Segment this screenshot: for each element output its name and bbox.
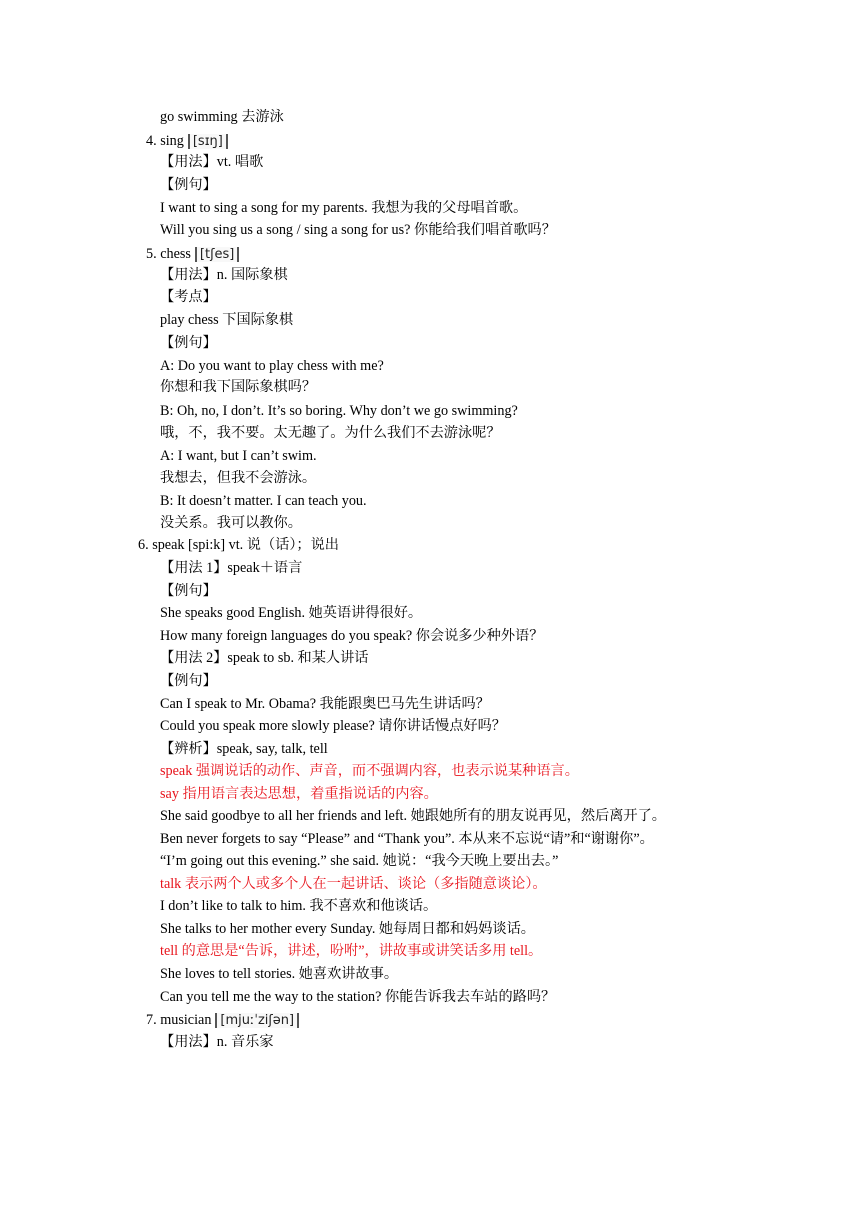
line-text: Will you sing us a song / sing a song for us? 你能给我们唱首歌吗？ (160, 222, 556, 238)
line-text: 哦，不，我不要。太无趣了。为什么我们不去游泳呢？ (160, 425, 501, 441)
example-sentence (160, 965, 398, 983)
note-speak (160, 762, 579, 780)
example-phrase (160, 108, 284, 126)
usage-label (160, 649, 368, 667)
line-text: tell 的意思是“告诉，讲述，吩咐”，讲故事或讲笑话多用 tell。 (160, 943, 543, 959)
distinction-label (160, 740, 328, 758)
line-text: B: It doesn’t matter. I can teach you. (160, 493, 367, 509)
line-text: 【用法】n. 音乐家 (160, 1034, 274, 1050)
line-text: A: I want, but I can’t swim. (160, 448, 317, 464)
line-text: 没关系。我可以教你。 (160, 515, 302, 531)
phonetic-box: [mjuːˈziʃən] (215, 1013, 299, 1028)
phonetic-box: [tʃes] (195, 247, 239, 262)
headword: 7. musician (146, 1012, 212, 1028)
line-text: play chess 下国际象棋 (160, 312, 294, 328)
line-text: say 指用语言表达思想，着重指说话的内容。 (160, 786, 438, 802)
usage-label (160, 559, 302, 577)
line-text: A: Do you want to play chess with me? (160, 358, 384, 374)
example-sentence (160, 221, 556, 239)
entry-heading-musician (146, 1011, 299, 1029)
line-text: 【例句】 (160, 335, 217, 351)
line-text: 【例句】 (160, 583, 217, 599)
key-point-label (160, 288, 217, 306)
example-sentence (160, 627, 543, 645)
line-text: I want to sing a song for my parents. 我想为我的父母唱首歌。 (160, 200, 528, 216)
line-text: 你想和我下国际象棋吗？ (160, 379, 317, 395)
example-label (160, 582, 217, 600)
dialogue-translation (160, 469, 316, 487)
dialogue-translation (160, 378, 316, 396)
line-text: Can you tell me the way to the station? 你能告诉我去车站的路吗？ (160, 989, 556, 1005)
line-text: 【用法 2】speak to sb. 和某人讲话 (160, 650, 369, 666)
entry-heading-speak (138, 536, 339, 554)
usage-label (160, 266, 288, 284)
line-text: She speaks good English. 她英语讲得很好。 (160, 605, 423, 621)
line-text: 我想去，但我不会游泳。 (160, 470, 317, 486)
line-text: 【用法】vt. 唱歌 (160, 154, 264, 170)
phonetic-box: [sɪŋ] (188, 134, 228, 149)
dialogue-translation (160, 424, 501, 442)
line-text: “I’m going out this evening.” she said. 她说：“我今天晚上要出去。” (160, 853, 559, 869)
note-talk (160, 875, 547, 893)
line-text: B: Oh, no, I don’t. It’s so boring. Why don’t we go swimming? (160, 403, 518, 419)
line-text: 【用法 1】speak＋语言 (160, 560, 303, 576)
note-tell (160, 942, 542, 960)
note-say (160, 785, 438, 803)
example-sentence (160, 807, 666, 825)
line-text: 【例句】 (160, 177, 217, 193)
example-sentence (160, 717, 506, 735)
line-text: She talks to her mother every Sunday. 她每周日都和妈妈谈话。 (160, 921, 535, 937)
line-text: 【考点】 (160, 289, 217, 305)
line-text: 【例句】 (160, 673, 217, 689)
line-text: She said goodbye to all her friends and left. 她跟她所有的朋友说再见，然后离开了。 (160, 808, 666, 824)
example-sentence (160, 199, 527, 217)
dialogue-line (160, 357, 384, 375)
dialogue-line (160, 402, 518, 420)
example-sentence (160, 920, 535, 938)
example-sentence (160, 897, 437, 915)
line-text: speak 强调说话的动作、声音，而不强调内容，也表示说某种语言。 (160, 763, 579, 779)
dialogue-line (160, 447, 317, 465)
line-text: Can I speak to Mr. Obama? 我能跟奥巴马先生讲话吗？ (160, 696, 490, 712)
example-sentence (160, 695, 490, 713)
example-phrase (160, 311, 293, 329)
example-sentence (160, 852, 558, 870)
dialogue-translation (160, 514, 302, 532)
line-text: 【辨析】speak, say, talk, tell (160, 741, 328, 757)
line-text: talk 表示两个人或多个人在一起讲话、谈论（多指随意谈论）。 (160, 876, 547, 892)
headword: 4. sing (146, 133, 184, 149)
dialogue-line (160, 492, 367, 510)
line-text: Ben never forgets to say “Please” and “Thank you”. 本从来不忘说“请”和“谢谢你”。 (160, 831, 654, 847)
entry-heading-chess (146, 245, 239, 263)
headword: 6. speak [spi:k] vt. 说（话）；说出 (138, 537, 339, 553)
line-text: go swimming 去游泳 (160, 109, 284, 125)
usage-label (160, 1033, 274, 1051)
line-text: I don’t like to talk to him. 我不喜欢和他谈话。 (160, 898, 438, 914)
headword: 5. chess (146, 246, 191, 262)
usage-label (160, 153, 263, 171)
line-text: She loves to tell stories. 她喜欢讲故事。 (160, 966, 399, 982)
example-label (160, 176, 217, 194)
example-label (160, 672, 217, 690)
line-text: How many foreign languages do you speak? 你会说多少种外语？ (160, 628, 544, 644)
line-text: 【用法】n. 国际象棋 (160, 267, 288, 283)
example-sentence (160, 604, 422, 622)
entry-heading-sing (146, 132, 228, 150)
example-label (160, 334, 217, 352)
line-text: Could you speak more slowly please? 请你讲话慢点好吗？ (160, 718, 506, 734)
example-sentence (160, 830, 654, 848)
example-sentence (160, 988, 555, 1006)
